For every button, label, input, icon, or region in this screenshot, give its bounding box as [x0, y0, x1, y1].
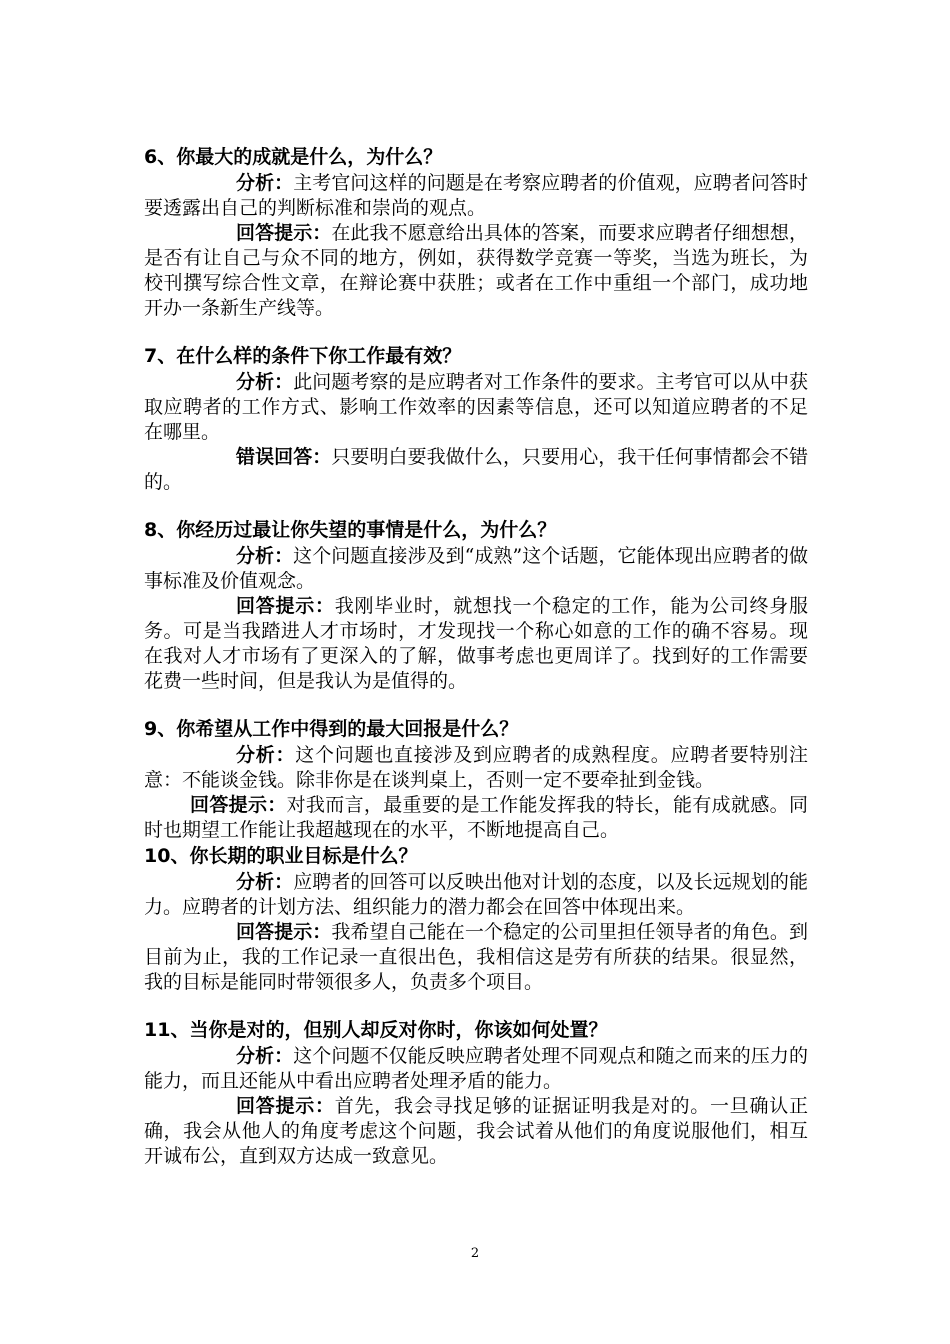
analysis-paragraph — [144, 743, 808, 793]
answer-tip-label: 回答提示： — [236, 1095, 335, 1117]
document-body — [144, 144, 808, 1169]
answer-tip-label: 回答提示： — [236, 222, 332, 244]
analysis-text: 这个问题直接涉及到“成熟”这个话题，它能体现出应聘者的做事标准及价值观念。 — [144, 545, 808, 592]
analysis-label: 分析： — [236, 172, 294, 194]
question-heading: 11、当你是对的，但别人却反对你时，你该如何处置？ — [144, 1019, 608, 1041]
analysis-label: 分析： — [236, 545, 294, 567]
answer-tip-paragraph — [144, 793, 808, 843]
answer-tip-label: 回答提示： — [236, 595, 335, 617]
answer-tip-label: 回答提示： — [190, 794, 287, 816]
section-spacer — [144, 321, 808, 343]
question-heading: 9、你希望从工作中得到的最大回报是什么？ — [144, 718, 519, 740]
analysis-paragraph — [144, 544, 808, 594]
analysis-text: 应聘者的回答可以反映出他对计划的态度，以及长远规划的能力。应聘者的计划方法、组织能力的潜力都会在回答中体现出来。 — [144, 871, 808, 918]
answer-tip-text: 我刚毕业时，就想找一个稳定的工作，能为公司终身服务。可是当我踏进人才市场时，才发现找一个称心如意的工作的确不容易。现在我对人才市场有了更深入的了解，做事考虑也更周详了。找到好的工作需要花费一些时间，但是我认为是值得的。 — [144, 595, 808, 692]
answer-tip-label: 回答提示： — [236, 921, 332, 943]
question-heading: 6、你最大的成就是什么，为什么？ — [144, 146, 443, 168]
answer-tip-text: 首先，我会寻找足够的证据证明我是对的。一旦确认正确，我会从他人的角度考虑这个问题，我会试着从他们的角度说服他们，相互开诚布公，直到双方达成一致意见。 — [144, 1095, 808, 1167]
analysis-paragraph — [144, 1044, 808, 1094]
section-spacer — [144, 694, 808, 716]
question-heading: 10、你长期的职业目标是什么？ — [144, 845, 418, 867]
page-number: 2 — [470, 1246, 480, 1261]
analysis-text: 这个问题不仅能反映应聘者处理不同观点和随之而来的压力的能力，而且还能从中看出应聘者处理矛盾的能力。 — [144, 1045, 808, 1092]
analysis-text: 此问题考察的是应聘者对工作条件的要求。主考官可以从中获取应聘者的工作方式、影响工作效率的因素等信息，还可以知道应聘者的不足在哪里。 — [144, 371, 808, 443]
analysis-paragraph — [144, 870, 808, 920]
analysis-paragraph — [144, 370, 808, 445]
answer-tip-paragraph — [144, 920, 808, 995]
analysis-text: 这个问题也直接涉及到应聘者的成熟程度。应聘者要特别注意：不能谈金钱。除非你是在谈判桌上，否则一定不要牵扯到金钱。 — [144, 744, 808, 791]
answer-tip-text: 我希望自己能在一个稳定的公司里担任领导者的角色。到目前为止，我的工作记录一直很出色，我相信这是劳有所获的结果。很显然，我的目标是能同时带领很多人，负责多个项目。 — [144, 921, 808, 993]
analysis-label: 分析： — [236, 1045, 294, 1067]
wrong-answer-text: 只要明白要我做什么，只要用心，我干任何事情都会不错的。 — [144, 446, 808, 493]
section-spacer — [144, 495, 808, 517]
analysis-label: 分析： — [236, 871, 294, 893]
answer-tip-text: 对我而言，最重要的是工作能发挥我的特长，能有成就感。同时也期望工作能让我超越现在的水平，不断地提高自己。 — [144, 794, 808, 841]
question-heading: 8、你经历过最让你失望的事情是什么，为什么？ — [144, 519, 557, 541]
analysis-label: 分析： — [236, 371, 294, 393]
answer-tip-paragraph — [144, 594, 808, 694]
analysis-text: 主考官问这样的问题是在考察应聘者的价值观，应聘者问答时要透露出自己的判断标准和崇尚的观点。 — [144, 172, 808, 219]
section-spacer — [144, 995, 808, 1017]
wrong-answer-label: 错误回答： — [236, 446, 332, 468]
analysis-paragraph — [144, 171, 808, 221]
wrong-answer-paragraph — [144, 445, 808, 495]
answer-tip-text: 在此我不愿意给出具体的答案，而要求应聘者仔细想想，是否有让自己与众不同的地方，例如，获得数学竞赛一等奖，当选为班长，为校刊撰写综合性文章，在辩论赛中获胜；或者在工作中重组一个部门，成功地开办一条新生产线等。 — [144, 222, 808, 319]
analysis-label: 分析： — [236, 744, 296, 766]
question-heading: 7、在什么样的条件下你工作最有效？ — [144, 345, 462, 367]
answer-tip-paragraph — [144, 221, 808, 321]
answer-tip-paragraph — [144, 1094, 808, 1169]
